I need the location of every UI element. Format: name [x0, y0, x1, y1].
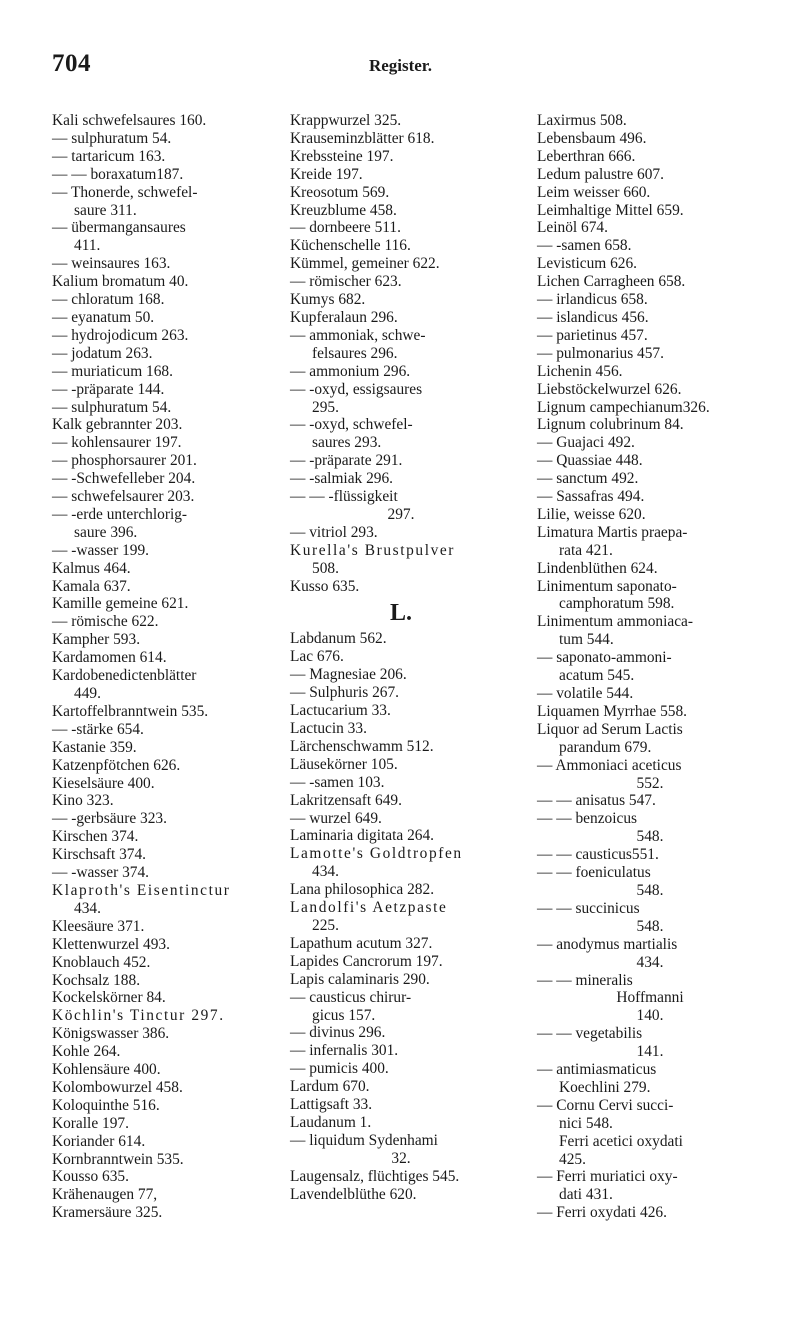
index-entry-continuation: 295. — [312, 398, 339, 416]
index-entry: Kamala 637. — [52, 577, 131, 595]
index-entry: Kamille gemeine 621. — [52, 595, 189, 613]
index-entry: — sulphuratum 54. — [52, 129, 172, 147]
index-entry: — Quassiae 448. — [537, 452, 643, 470]
index-entry-continuation: 411. — [74, 237, 101, 255]
index-entry: Kolombowurzel 458. — [52, 1078, 183, 1096]
index-entry: Levisticum 626. — [537, 255, 638, 273]
index-entry: Lac 676. — [290, 648, 344, 666]
index-entry: Lapathum acutum 327. — [290, 934, 433, 952]
index-entry: Ferri acetici oxydati — [559, 1132, 683, 1150]
index-entry: Kupferalaun 296. — [290, 308, 398, 326]
index-entry: Klaproth's Eisentinctur — [52, 881, 231, 899]
index-entry-continuation: 140. — [636, 1007, 664, 1025]
index-entry: Krauseminzblätter 618. — [290, 129, 435, 147]
index-entry: Königswasser 386. — [52, 1025, 170, 1043]
index-entry: Läusekörner 105. — [290, 755, 398, 773]
index-entry-continuation: 552. — [636, 774, 664, 792]
index-entry: — parietinus 457. — [537, 326, 648, 344]
index-entry: — weinsaures 163. — [52, 255, 171, 273]
index-column-1 — [52, 112, 262, 1222]
index-entry: — — mineralis — [537, 971, 633, 989]
index-entry: — -oxyd, essigsaures — [290, 380, 423, 398]
index-entry: Knoblauch 452. — [52, 953, 151, 971]
index-entry-continuation: acatum 545. — [559, 667, 635, 685]
index-entry: Kardamomen 614. — [52, 649, 167, 667]
index-entry-continuation: nici 548. — [559, 1114, 613, 1132]
index-entry: Linimentum saponato- — [537, 577, 677, 595]
index-entry: Küchenschelle 116. — [290, 237, 411, 255]
index-entry: — -oxyd, schwefel- — [290, 416, 413, 434]
index-entry-continuation: felsaures 296. — [312, 344, 398, 362]
index-entry-continuation: 434. — [312, 863, 339, 881]
index-entry: Koralle 197. — [52, 1114, 129, 1132]
index-entry: — Cornu Cervi succi- — [537, 1096, 674, 1114]
index-entry: Kalium bromatum 40. — [52, 273, 189, 291]
index-entry: — divinus 296. — [290, 1024, 386, 1042]
index-entry: — — succinicus — [537, 899, 640, 917]
index-entry: Lärchenschwamm 512. — [290, 737, 434, 755]
index-entry-continuation: tum 544. — [559, 631, 614, 649]
index-entry: Ledum palustre 607. — [537, 165, 664, 183]
index-entry: — -präparate 291. — [290, 452, 403, 470]
index-entry: Lignum campechianum326. — [537, 398, 710, 416]
index-entry: — liquidum Sydenhami — [290, 1131, 438, 1149]
index-entry-continuation: saures 293. — [312, 434, 382, 452]
index-entry: Kochsalz 188. — [52, 971, 141, 989]
index-entry: — — anisatus 547. — [537, 792, 656, 810]
index-entry: Kohlensäure 400. — [52, 1061, 161, 1079]
index-entry-continuation: 434. — [74, 899, 101, 917]
index-entry: Kampher 593. — [52, 631, 141, 649]
index-entry-continuation: saure 396. — [74, 523, 138, 541]
index-entry: Kurella's Brustpulver — [290, 541, 456, 559]
index-entry: Lakritzensaft 649. — [290, 791, 402, 809]
index-entry: — causticus chirur- — [290, 988, 412, 1006]
index-entry: — hydrojodicum 263. — [52, 326, 189, 344]
index-entry: — anodymus martialis — [537, 935, 678, 953]
index-entry: Lardum 670. — [290, 1078, 370, 1096]
index-entry: — vitriol 293. — [290, 523, 378, 541]
index-entry: Lana philosophica 282. — [290, 881, 435, 899]
index-entry: Kockelskörner 84. — [52, 989, 166, 1007]
index-entry: — — boraxatum187. — [52, 165, 184, 183]
index-entry: — römische 622. — [52, 613, 159, 631]
index-entry: Kartoffelbranntwein 535. — [52, 702, 209, 720]
index-entry: Kali schwefelsaures 160. — [52, 112, 207, 129]
index-entry: Kornbranntwein 535. — [52, 1150, 184, 1168]
index-entry: Linimentum ammoniaca- — [537, 613, 693, 631]
index-entry: — — -flüssigkeit — [290, 488, 398, 506]
index-entry: — volatile 544. — [537, 685, 634, 702]
running-head: Register. — [368, 56, 433, 75]
index-entry: Köchlin's Tinctur 297. — [52, 1007, 225, 1025]
index-entry: — muriaticum 168. — [52, 362, 173, 380]
index-column-2 — [290, 112, 512, 1203]
index-entry-continuation: rata 421. — [559, 541, 613, 559]
index-entry: Labdanum 562. — [290, 630, 387, 648]
index-entry: — phosphorsaurer 201. — [52, 452, 197, 470]
index-entry: Kastanie 359. — [52, 738, 137, 756]
index-entry: Liebstöckelwurzel 626. — [537, 380, 682, 398]
index-entry: — Ferri muriatici oxy- — [537, 1168, 678, 1186]
index-entry: — — vegetabilis — [537, 1025, 643, 1043]
index-entry: — Guajaci 492. — [537, 434, 635, 452]
index-entry: — — benzoicus — [537, 810, 638, 828]
index-entry: Kramersäure 325. — [52, 1204, 163, 1222]
index-entry-continuation: 32. — [391, 1149, 411, 1167]
index-entry: Katzenpfötchen 626. — [52, 756, 181, 774]
index-entry: Kirschen 374. — [52, 828, 139, 846]
index-entry: — Sassafras 494. — [537, 488, 645, 506]
index-entry: Koloquinthe 516. — [52, 1096, 160, 1114]
index-entry-continuation: 508. — [312, 559, 339, 577]
index-entry: Kirschsaft 374. — [52, 846, 147, 864]
index-entry-continuation: 141. — [636, 1043, 664, 1061]
index-entry: — -erde unterchlorig- — [52, 505, 188, 523]
index-entry: — Ferri oxydati 426. — [537, 1204, 667, 1222]
index-entry: — -samen 103. — [290, 773, 385, 791]
index-entry: Lapides Cancrorum 197. — [290, 952, 443, 970]
index-entry: Lactucarium 33. — [290, 702, 391, 720]
index-entry: — pulmonarius 457. — [537, 344, 664, 362]
index-entry: — antimiasmaticus — [537, 1061, 657, 1079]
index-entry: — schwefelsaurer 203. — [52, 488, 195, 506]
index-entry: Leimhaltige Mittel 659. — [537, 201, 684, 219]
index-entry: Krebssteine 197. — [290, 147, 394, 165]
index-entry: — -Schwefelleber 204. — [52, 470, 196, 488]
index-entry: Leinöl 674. — [537, 219, 608, 237]
index-entry: — eyanatum 50. — [52, 308, 155, 326]
index-entry: — Thonerde, schwefel- — [52, 183, 198, 201]
index-entry: Lichen Carragheen 658. — [537, 273, 686, 291]
index-entry: — -wasser 199. — [52, 541, 150, 559]
index-entry: — -gerbsäure 323. — [52, 810, 167, 828]
index-entry-continuation: parandum 679. — [559, 738, 652, 756]
index-entry: Kleesäure 371. — [52, 917, 145, 935]
index-entry-continuation: Hoffmanni — [616, 989, 684, 1007]
index-entry: — sulphuratum 54. — [52, 398, 172, 416]
index-entry: — Ammoniaci aceticus — [537, 756, 682, 774]
index-entry: Lebensbaum 496. — [537, 129, 647, 147]
index-entry: Kohle 264. — [52, 1043, 121, 1061]
index-entry: Kreuzblume 458. — [290, 201, 397, 219]
index-entry: Limatura Martis praepa- — [537, 523, 688, 541]
index-entry: — chloratum 168. — [52, 291, 165, 309]
index-entry: Kalk gebrannter 203. — [52, 416, 183, 434]
index-entry: Liquor ad Serum Lactis — [537, 720, 683, 738]
index-entry: — -samen 658. — [537, 237, 632, 255]
index-entry: — tartaricum 163. — [52, 147, 166, 165]
index-entry-continuation: 434. — [636, 953, 664, 971]
index-entry-continuation: 449. — [74, 685, 101, 702]
index-entry: Laminaria digitata 264. — [290, 827, 435, 845]
index-entry: — pumicis 400. — [290, 1060, 389, 1078]
index-entry: Laudanum 1. — [290, 1113, 372, 1131]
index-entry: — — causticus551. — [537, 846, 659, 864]
index-entry: — ammonium 296. — [290, 362, 411, 380]
index-entry: Leim weisser 660. — [537, 183, 651, 201]
index-entry-continuation: dati 431. — [559, 1186, 613, 1204]
index-entry-continuation: gicus 157. — [312, 1006, 376, 1024]
index-entry-continuation: 548. — [636, 917, 664, 935]
index-entry-continuation: saure 311. — [74, 201, 137, 219]
index-entry-continuation: 548. — [636, 828, 664, 846]
index-entry: Kumys 682. — [290, 291, 366, 309]
index-entry: Leberthran 666. — [537, 147, 636, 165]
index-entry: Lattigsaft 33. — [290, 1096, 373, 1114]
index-entry-continuation: 297. — [387, 505, 415, 523]
letter-heading: L. — [389, 600, 412, 627]
page-number: 704 — [52, 50, 91, 77]
index-entry: Laugensalz, flüchtiges 545. — [290, 1167, 460, 1185]
index-entry: Liquamen Myrrhae 558. — [537, 702, 688, 720]
index-entry: Kino 323. — [52, 792, 114, 810]
index-entry: Kreosotum 569. — [290, 183, 390, 201]
index-entry: — ammoniak, schwe- — [290, 326, 426, 344]
index-entry-continuation: 225. — [312, 916, 339, 934]
index-entry: Kardobenedictenblätter — [52, 667, 197, 685]
index-entry: — kohlensaurer 197. — [52, 434, 182, 452]
index-entry-continuation: camphoratum 598. — [559, 595, 675, 613]
index-entry: Krappwurzel 325. — [290, 112, 402, 129]
index-entry: Lavendelblüthe 620. — [290, 1185, 417, 1203]
index-entry: — -salmiak 296. — [290, 470, 394, 488]
index-entry: — übermangansaures — [52, 219, 186, 237]
index-entry: — -präparate 144. — [52, 380, 165, 398]
index-entry: — römischer 623. — [290, 273, 402, 291]
index-entry: — Sulphuris 267. — [290, 684, 400, 702]
index-entry: Lapis calaminaris 290. — [290, 970, 430, 988]
index-entry: Lichenin 456. — [537, 362, 623, 380]
index-entry-continuation: 425. — [559, 1150, 586, 1168]
index-entry-continuation: 548. — [636, 881, 664, 899]
index-entry: — islandicus 456. — [537, 308, 649, 326]
index-entry: Kreide 197. — [290, 165, 363, 183]
index-entry: Lamotte's Goldtropfen — [290, 845, 463, 863]
index-entry: Kusso 635. — [290, 577, 360, 595]
index-entry: — — foeniculatus — [537, 864, 651, 882]
index-entry: Landolfi's Aetzpaste — [290, 899, 448, 917]
index-column-3 — [537, 112, 763, 1222]
index-entry: Lindenblüthen 624. — [537, 559, 658, 577]
index-entry: Kalmus 464. — [52, 559, 131, 577]
index-entry: Kieselsäure 400. — [52, 774, 155, 792]
index-entry-continuation: Koechlini 279. — [559, 1078, 651, 1096]
index-entry: Lilie, weisse 620. — [537, 505, 646, 523]
index-entry: Krähenaugen 77, — [52, 1186, 158, 1204]
index-entry: — infernalis 301. — [290, 1042, 399, 1060]
index-entry: Kousso 635. — [52, 1168, 129, 1186]
index-entry: — wurzel 649. — [290, 809, 382, 827]
index-entry: — Magnesiae 206. — [290, 666, 407, 684]
index-entry: Klettenwurzel 493. — [52, 935, 170, 953]
index-entry: — sanctum 492. — [537, 470, 639, 488]
index-entry: Lignum colubrinum 84. — [537, 416, 684, 434]
index-entry: Laxirmus 508. — [537, 112, 627, 129]
index-entry: Lactucin 33. — [290, 720, 367, 737]
index-entry: — irlandicus 658. — [537, 291, 648, 309]
index-entry: Kümmel, gemeiner 622. — [290, 255, 440, 273]
index-entry: — jodatum 263. — [52, 344, 153, 362]
index-entry: — -stärke 654. — [52, 720, 144, 738]
index-entry: — saponato-ammoni- — [537, 649, 672, 667]
index-entry: — -wasser 374. — [52, 864, 150, 882]
index-entry: Koriander 614. — [52, 1132, 146, 1150]
index-entry: — dornbeere 511. — [290, 219, 401, 237]
